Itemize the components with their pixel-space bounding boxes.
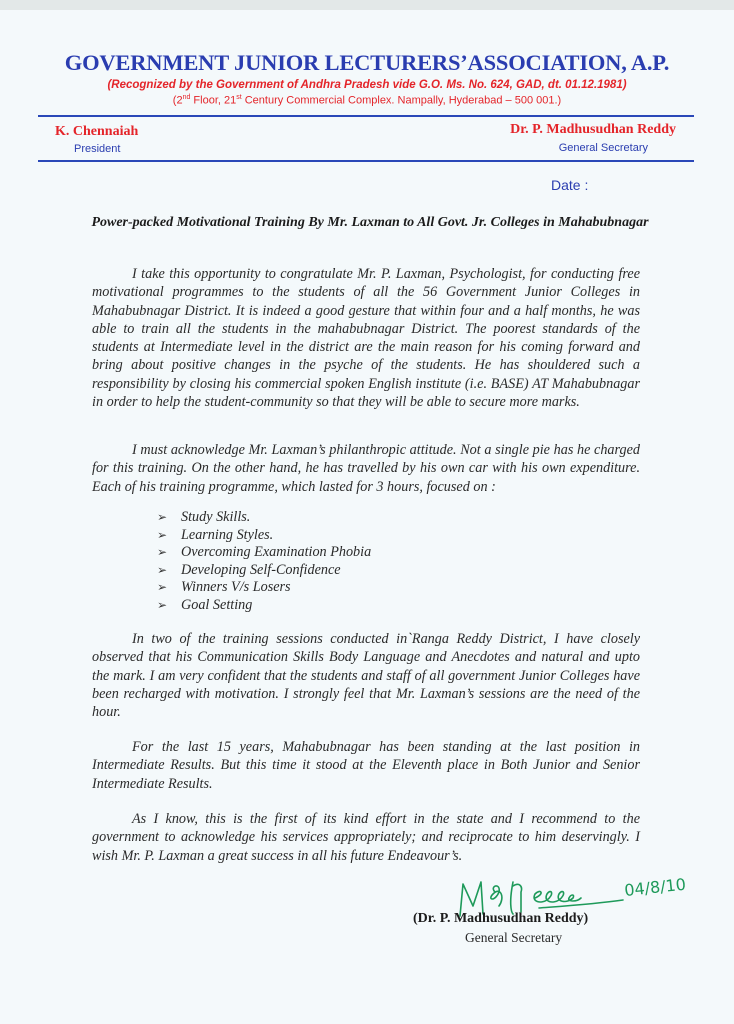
- list-item: [157, 579, 371, 597]
- signature-stroke: [491, 886, 502, 906]
- paragraph: [92, 810, 640, 865]
- list-item-text: Study Skills.: [181, 509, 251, 525]
- list-item: [157, 562, 371, 580]
- signature-date: 04/8/10: [623, 874, 687, 900]
- president-role: President: [74, 143, 121, 155]
- paragraph-text: As I know, this is the first of its kind effort in the state and I recommend to the government to acknowledge his services appropriately; and reciprocate to him deservingly. I wish Mr. P. Laxman a great success in all his future Endeavour’s.: [92, 811, 640, 864]
- paragraph-text: I take this opportunity to congratulate Mr. P. Laxman, Psychologist, for conducting free motivational programmes to the students of all the 56 Government Junior Colleges in Mahabubnagar District. It is indeed a good gesture that within four and a half months, he was able to train all the students in the mahabubnagar District. The poorest standards of the students at Intermediate level in the district are the main reason for his coming forward and bring about positive changes in the psyche of the students. He has shouldered such a responsibility by closing his commercial spoken English institute (i.e. BASE) AT Mahabubnagar in order to help the student-community so that they will be able to secure more marks.: [92, 266, 640, 411]
- paragraph: [92, 441, 640, 496]
- list-item-text: Goal Setting: [181, 596, 253, 613]
- signature-stroke: [539, 900, 623, 908]
- focus-areas-list: [157, 509, 371, 614]
- list-item-text: Winners V/s Losers: [181, 579, 291, 595]
- signature-stroke: [511, 882, 522, 914]
- scan-edge: [0, 0, 734, 10]
- arrow-bullet-icon: ➢: [157, 580, 168, 594]
- address-part: Floor, 21: [190, 94, 237, 107]
- arrow-bullet-icon: ➢: [157, 545, 168, 559]
- paragraph-text: For the last 15 years, Mahabubnagar has been standing at the last position in Intermediate Results. But this time it stood at the Eleventh place in Both Junior and Senior Intermediate Results.: [92, 739, 640, 792]
- arrow-bullet-icon: ➢: [157, 510, 168, 524]
- header-divider-bottom: [38, 160, 694, 162]
- paragraph-text: I must acknowledge Mr. Laxman’s philanthropic attitude. Not a single pie has he charged for this training. On the other hand, he has travelled by his own car with his own expenditure. Each of his training programme, which lasted for 3 hours, focused on :: [92, 442, 640, 495]
- list-item: [157, 597, 371, 615]
- president-name: K. Chennaiah: [55, 124, 139, 139]
- list-item: [157, 509, 371, 527]
- recognition-line: (Recognized by the Government of Andhra Pradesh vide G.O. Ms. No. 624, GAD, dt. 01.12.1981): [107, 79, 627, 91]
- address-sup: st: [236, 94, 242, 101]
- address-sup: nd: [182, 94, 191, 101]
- list-item-text: Learning Styles.: [181, 526, 274, 543]
- signatory-name: (Dr. P. Madhusudhan Reddy): [413, 911, 589, 926]
- list-item-text: Overcoming Examination Phobia: [181, 544, 372, 560]
- list-item: [157, 527, 371, 545]
- paragraph: [92, 265, 640, 411]
- general-secretary-name: Dr. P. Madhusudhan Reddy: [510, 122, 676, 137]
- signatory-role: General Secretary: [465, 930, 563, 945]
- list-item: [157, 544, 371, 562]
- general-secretary-role: General Secretary: [558, 142, 648, 154]
- address-part: (2: [172, 94, 183, 107]
- address-part: Century Commercial Complex. Nampally, Hyderabad – 500 001.): [241, 94, 562, 107]
- date-label: Date :: [551, 177, 589, 193]
- arrow-bullet-icon: ➢: [157, 597, 168, 612]
- list-item-text: Developing Self-Confidence: [181, 561, 341, 578]
- letter-subject: Power-packed Motivational Training By Mr. Laxman to All Govt. Jr. Colleges in Mahabubnagar: [91, 215, 649, 230]
- paragraph-text: In two of the training sessions conducted in`Ranga Reddy District, I have closely observed that his Communication Skills Body Language and Anecdotes and natural and upto the mark. I am very confident that the students and staff of all government Junior Colleges have been recharged with motivation. I strongly feel that Mr. Laxman’s sessions are the need of the hour.: [92, 631, 640, 721]
- header-divider-top: [38, 115, 694, 117]
- address-line: [0, 94, 734, 107]
- association-title: GOVERNMENT JUNIOR LECTURERS’ASSOCIATION, A.P.: [64, 50, 670, 75]
- signature-stroke: [534, 891, 581, 902]
- arrow-bullet-icon: ➢: [157, 562, 168, 577]
- paragraph: [92, 738, 640, 793]
- arrow-bullet-icon: ➢: [157, 527, 168, 542]
- paragraph: [92, 630, 640, 721]
